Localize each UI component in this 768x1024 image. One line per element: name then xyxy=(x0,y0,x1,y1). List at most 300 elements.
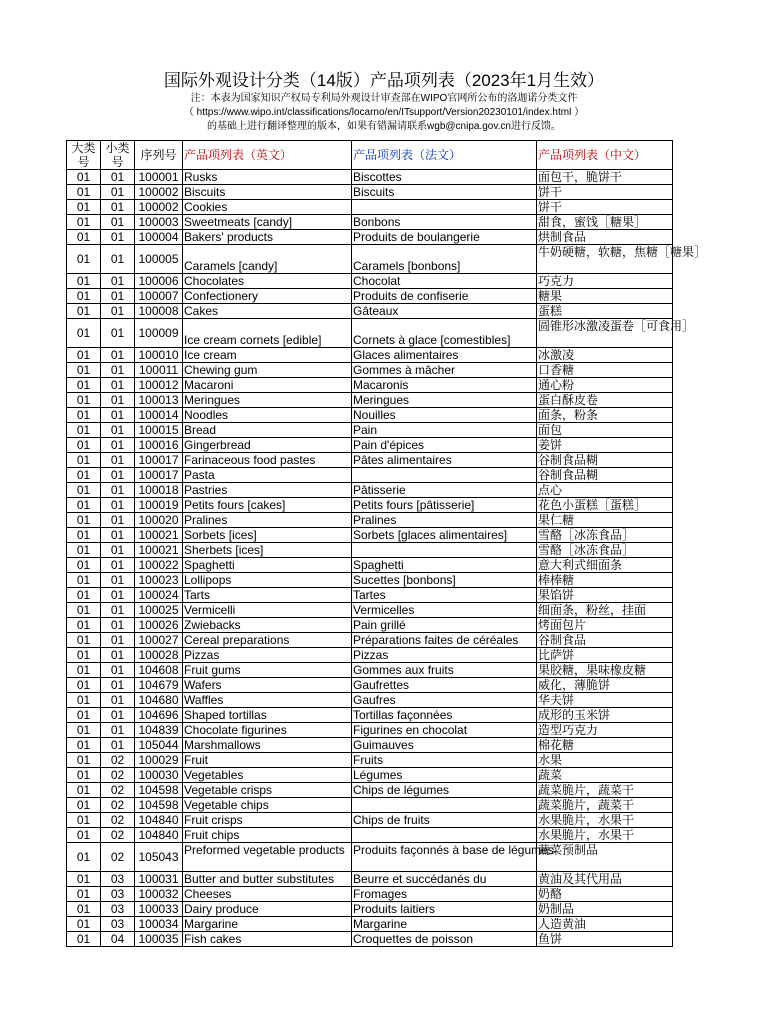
english-cell: Dairy produce xyxy=(183,902,352,917)
table-row xyxy=(67,230,673,245)
english-cell: Sweetmeats [candy] xyxy=(183,215,352,230)
french-cell: Croquettes de poisson xyxy=(352,932,537,947)
chinese-cell: 鱼饼 xyxy=(537,932,673,947)
subclass-cell: 03 xyxy=(101,902,135,917)
class-cell: 01 xyxy=(67,693,101,708)
chinese-cell: 口香糖 xyxy=(537,363,673,378)
class-cell: 01 xyxy=(67,573,101,588)
chinese-cell: 烤面包片 xyxy=(537,618,673,633)
class-cell: 01 xyxy=(67,558,101,573)
subclass-cell: 01 xyxy=(101,708,135,723)
serial-cell: 100001 xyxy=(135,170,183,185)
class-cell: 01 xyxy=(67,738,101,753)
french-cell: Glaces alimentaires xyxy=(352,348,537,363)
french-cell xyxy=(352,828,537,843)
table-row xyxy=(67,304,673,319)
french-cell: Pizzas xyxy=(352,648,537,663)
serial-cell: 100014 xyxy=(135,408,183,423)
subclass-cell: 01 xyxy=(101,573,135,588)
subclass-cell: 02 xyxy=(101,828,135,843)
chinese-cell: 黄油及其代用品 xyxy=(537,872,673,887)
serial-cell: 104839 xyxy=(135,723,183,738)
chinese-cell: 细面条，粉丝，挂面 xyxy=(537,603,673,618)
table-row xyxy=(67,245,673,274)
serial-cell: 104680 xyxy=(135,693,183,708)
french-cell: Gommes à mâcher xyxy=(352,363,537,378)
class-cell: 01 xyxy=(67,363,101,378)
serial-cell: 100032 xyxy=(135,887,183,902)
serial-cell: 100019 xyxy=(135,498,183,513)
class-cell: 01 xyxy=(67,304,101,319)
class-cell: 01 xyxy=(67,483,101,498)
french-cell: Légumes xyxy=(352,768,537,783)
chinese-cell: 果馅饼 xyxy=(537,588,673,603)
table-row xyxy=(67,678,673,693)
english-cell: Biscuits xyxy=(183,185,352,200)
french-cell: Tortillas façonnées xyxy=(352,708,537,723)
table-row xyxy=(67,588,673,603)
class-cell: 01 xyxy=(67,245,101,274)
french-cell: Bonbons xyxy=(352,215,537,230)
subclass-cell: 01 xyxy=(101,468,135,483)
chinese-cell: 牛奶硬糖，软糖，焦糖［糖果］ xyxy=(537,245,673,274)
chinese-cell: 蔬菜脆片，蔬菜干 xyxy=(537,798,673,813)
english-cell: Chocolate figurines xyxy=(183,723,352,738)
french-cell: Sucettes [bonbons] xyxy=(352,573,537,588)
class-cell: 01 xyxy=(67,828,101,843)
french-cell: Chocolat xyxy=(352,274,537,289)
table-row xyxy=(67,693,673,708)
english-cell: Ice cream cornets [edible] xyxy=(183,319,352,348)
serial-cell: 100005 xyxy=(135,245,183,274)
table-header-row xyxy=(67,141,673,170)
english-cell: Preformed vegetable products xyxy=(183,843,352,872)
serial-cell: 100017 xyxy=(135,468,183,483)
chinese-cell: 奶制品 xyxy=(537,902,673,917)
chinese-cell: 奶酪 xyxy=(537,887,673,902)
class-cell: 01 xyxy=(67,708,101,723)
serial-cell: 100002 xyxy=(135,185,183,200)
table-row xyxy=(67,932,673,947)
note-line-3: 的基础上进行翻译整理的版本，如果有错漏请联系wgb@cnipa.gov.cn进行反馈。 xyxy=(207,121,561,132)
subclass-cell: 01 xyxy=(101,738,135,753)
chinese-cell: 华夫饼 xyxy=(537,693,673,708)
serial-cell: 100015 xyxy=(135,423,183,438)
subclass-cell: 01 xyxy=(101,393,135,408)
english-cell: Wafers xyxy=(183,678,352,693)
subclass-cell: 01 xyxy=(101,363,135,378)
french-cell: Gommes aux fruits xyxy=(352,663,537,678)
subclass-cell: 01 xyxy=(101,678,135,693)
subclass-cell: 04 xyxy=(101,932,135,947)
english-cell: Vegetable crisps xyxy=(183,783,352,798)
subclass-cell: 02 xyxy=(101,768,135,783)
english-cell: Cereal preparations xyxy=(183,633,352,648)
chinese-cell: 甜食，蜜饯［糖果］ xyxy=(537,215,673,230)
table-row xyxy=(67,723,673,738)
english-cell: Pizzas xyxy=(183,648,352,663)
english-cell: Rusks xyxy=(183,170,352,185)
table-row xyxy=(67,813,673,828)
french-cell: Guimauves xyxy=(352,738,537,753)
class-cell: 01 xyxy=(67,618,101,633)
subclass-cell: 01 xyxy=(101,200,135,215)
serial-cell: 104598 xyxy=(135,783,183,798)
table-row xyxy=(67,917,673,932)
chinese-cell: 巧克力 xyxy=(537,274,673,289)
class-cell: 01 xyxy=(67,215,101,230)
serial-cell: 100007 xyxy=(135,289,183,304)
class-cell: 01 xyxy=(67,348,101,363)
chinese-cell: 面包干，脆饼干 xyxy=(537,170,673,185)
subclass-cell: 01 xyxy=(101,408,135,423)
serial-cell: 100024 xyxy=(135,588,183,603)
document-title: 国际外观设计分类（14版）产品项列表（2023年1月生效） xyxy=(163,71,605,90)
table-row xyxy=(67,185,673,200)
table-row xyxy=(67,573,673,588)
french-cell: Produits façonnés à base de légumes xyxy=(352,843,537,872)
english-cell: Sherbets [ices] xyxy=(183,543,352,558)
table-row xyxy=(67,603,673,618)
class-cell: 01 xyxy=(67,423,101,438)
subclass-cell: 01 xyxy=(101,378,135,393)
subclass-cell: 02 xyxy=(101,813,135,828)
french-cell: Pain d'épices xyxy=(352,438,537,453)
class-cell: 01 xyxy=(67,468,101,483)
table-row xyxy=(67,528,673,543)
french-cell: Fruits xyxy=(352,753,537,768)
class-cell: 01 xyxy=(67,200,101,215)
class-cell: 01 xyxy=(67,393,101,408)
chinese-cell: 水果脆片，水果干 xyxy=(537,813,673,828)
class-cell: 01 xyxy=(67,408,101,423)
chinese-cell: 果胶糖，果味橡皮糖 xyxy=(537,663,673,678)
english-cell: Vegetables xyxy=(183,768,352,783)
table-row xyxy=(67,633,673,648)
serial-cell: 104840 xyxy=(135,828,183,843)
table-row xyxy=(67,319,673,348)
french-cell: Pâtisserie xyxy=(352,483,537,498)
table-row xyxy=(67,648,673,663)
english-cell: Lollipops xyxy=(183,573,352,588)
serial-cell: 100033 xyxy=(135,902,183,917)
subclass-cell: 01 xyxy=(101,723,135,738)
french-cell xyxy=(352,200,537,215)
chinese-cell: 雪酪［冰冻食品］ xyxy=(537,528,673,543)
subclass-cell: 01 xyxy=(101,603,135,618)
subclass-cell: 01 xyxy=(101,693,135,708)
chinese-cell: 通心粉 xyxy=(537,378,673,393)
serial-cell: 100013 xyxy=(135,393,183,408)
table-row xyxy=(67,753,673,768)
french-cell: Vermicelles xyxy=(352,603,537,618)
subclass-cell: 01 xyxy=(101,423,135,438)
class-cell: 01 xyxy=(67,798,101,813)
chinese-cell: 造型巧克力 xyxy=(537,723,673,738)
english-cell: Fruit crisps xyxy=(183,813,352,828)
subclass-cell: 01 xyxy=(101,543,135,558)
french-cell: Gâteaux xyxy=(352,304,537,319)
serial-cell: 104598 xyxy=(135,798,183,813)
serial-cell: 100025 xyxy=(135,603,183,618)
serial-cell: 100010 xyxy=(135,348,183,363)
french-cell: Préparations faites de céréales xyxy=(352,633,537,648)
chinese-cell: 谷制食品 xyxy=(537,633,673,648)
french-cell: Pâtes alimentaires xyxy=(352,453,537,468)
french-cell xyxy=(352,468,537,483)
french-cell: Nouilles xyxy=(352,408,537,423)
table-row xyxy=(67,828,673,843)
french-cell: Figurines en chocolat xyxy=(352,723,537,738)
serial-cell: 104696 xyxy=(135,708,183,723)
table-row xyxy=(67,872,673,887)
subclass-cell: 02 xyxy=(101,798,135,813)
subclass-cell: 01 xyxy=(101,438,135,453)
subclass-cell: 01 xyxy=(101,483,135,498)
english-cell: Caramels [candy] xyxy=(183,245,352,274)
french-cell xyxy=(352,543,537,558)
chinese-cell: 点心 xyxy=(537,483,673,498)
chinese-cell: 饼干 xyxy=(537,200,673,215)
table-row xyxy=(67,438,673,453)
subclass-cell: 03 xyxy=(101,917,135,932)
table-row xyxy=(67,170,673,185)
english-cell: Cakes xyxy=(183,304,352,319)
class-cell: 01 xyxy=(67,528,101,543)
class-cell: 01 xyxy=(67,438,101,453)
table-row xyxy=(67,423,673,438)
chinese-cell: 冰激凌 xyxy=(537,348,673,363)
english-cell: Chewing gum xyxy=(183,363,352,378)
french-cell: Meringues xyxy=(352,393,537,408)
product-table xyxy=(66,140,707,947)
subclass-cell: 02 xyxy=(101,753,135,768)
chinese-cell: 雪酪［冰冻食品］ xyxy=(537,543,673,558)
table-row xyxy=(67,663,673,678)
english-cell: Noodles xyxy=(183,408,352,423)
english-cell: Macaroni xyxy=(183,378,352,393)
serial-cell: 100017 xyxy=(135,453,183,468)
table-row xyxy=(67,363,673,378)
chinese-cell: 蛋糕 xyxy=(537,304,673,319)
serial-cell: 100004 xyxy=(135,230,183,245)
english-cell: Vermicelli xyxy=(183,603,352,618)
chinese-cell: 花色小蛋糕［蛋糕］ xyxy=(537,498,673,513)
french-cell: Margarine xyxy=(352,917,537,932)
english-cell: Cookies xyxy=(183,200,352,215)
english-cell: Bread xyxy=(183,423,352,438)
class-cell: 01 xyxy=(67,453,101,468)
serial-cell: 100020 xyxy=(135,513,183,528)
french-cell: Chips de légumes xyxy=(352,783,537,798)
english-cell: Petits fours [cakes] xyxy=(183,498,352,513)
french-cell: Biscuits xyxy=(352,185,537,200)
english-cell: Fruit xyxy=(183,753,352,768)
serial-cell: 104679 xyxy=(135,678,183,693)
chinese-cell: 蔬菜 xyxy=(537,768,673,783)
english-cell: Tarts xyxy=(183,588,352,603)
serial-cell: 104608 xyxy=(135,663,183,678)
class-cell: 01 xyxy=(67,917,101,932)
subclass-cell: 01 xyxy=(101,319,135,348)
table-row xyxy=(67,215,673,230)
serial-cell: 100012 xyxy=(135,378,183,393)
serial-cell: 100035 xyxy=(135,932,183,947)
english-cell: Bakers' products xyxy=(183,230,352,245)
english-cell: Marshmallows xyxy=(183,738,352,753)
class-cell: 01 xyxy=(67,887,101,902)
chinese-cell: 谷制食品糊 xyxy=(537,468,673,483)
table-row xyxy=(67,768,673,783)
header-serial-number: 序列号 xyxy=(135,141,183,170)
english-cell: Meringues xyxy=(183,393,352,408)
french-cell: Produits de confiserie xyxy=(352,289,537,304)
english-cell: Sorbets [ices] xyxy=(183,528,352,543)
subclass-cell: 01 xyxy=(101,274,135,289)
table-row xyxy=(67,543,673,558)
english-cell: Pasta xyxy=(183,468,352,483)
serial-cell: 100030 xyxy=(135,768,183,783)
serial-cell: 100026 xyxy=(135,618,183,633)
english-cell: Ice cream xyxy=(183,348,352,363)
french-cell: Pain xyxy=(352,423,537,438)
french-cell: Sorbets [glaces alimentaires] xyxy=(352,528,537,543)
subclass-cell: 01 xyxy=(101,348,135,363)
chinese-cell: 蔬菜预制品 xyxy=(537,843,673,872)
table-row xyxy=(67,348,673,363)
class-cell: 01 xyxy=(67,588,101,603)
class-cell: 01 xyxy=(67,783,101,798)
chinese-cell: 蛋白酥皮卷 xyxy=(537,393,673,408)
serial-cell: 105044 xyxy=(135,738,183,753)
serial-cell: 105043 xyxy=(135,843,183,872)
header-french-list: 产品项列表（法文） xyxy=(352,141,537,170)
serial-cell: 100008 xyxy=(135,304,183,319)
table-row xyxy=(67,558,673,573)
table-row xyxy=(67,708,673,723)
serial-cell: 104840 xyxy=(135,813,183,828)
english-cell: Fruit gums xyxy=(183,663,352,678)
french-cell: Fromages xyxy=(352,887,537,902)
table-row xyxy=(67,618,673,633)
class-cell: 01 xyxy=(67,648,101,663)
french-cell: Chips de fruits xyxy=(352,813,537,828)
serial-cell: 100002 xyxy=(135,200,183,215)
serial-cell: 100018 xyxy=(135,483,183,498)
french-cell: Caramels [bonbons] xyxy=(352,245,537,274)
subclass-cell: 01 xyxy=(101,633,135,648)
serial-cell: 100034 xyxy=(135,917,183,932)
class-cell: 01 xyxy=(67,872,101,887)
class-cell: 01 xyxy=(67,813,101,828)
subclass-cell: 03 xyxy=(101,887,135,902)
serial-cell: 100028 xyxy=(135,648,183,663)
table-row xyxy=(67,289,673,304)
chinese-cell: 比萨饼 xyxy=(537,648,673,663)
header-subclass-number: 小类号 xyxy=(101,141,135,170)
table-row xyxy=(67,393,673,408)
subclass-cell: 01 xyxy=(101,289,135,304)
chinese-cell: 蔬菜脆片，蔬菜干 xyxy=(537,783,673,798)
chinese-cell: 姜饼 xyxy=(537,438,673,453)
class-cell: 01 xyxy=(67,319,101,348)
class-cell: 01 xyxy=(67,663,101,678)
class-cell: 01 xyxy=(67,378,101,393)
english-cell: Margarine xyxy=(183,917,352,932)
french-cell: Petits fours [pâtisserie] xyxy=(352,498,537,513)
header-class-number: 大类号 xyxy=(67,141,101,170)
serial-cell: 100022 xyxy=(135,558,183,573)
table-row xyxy=(67,902,673,917)
english-cell: Fish cakes xyxy=(183,932,352,947)
subclass-cell: 01 xyxy=(101,558,135,573)
subclass-cell: 01 xyxy=(101,185,135,200)
serial-cell: 100027 xyxy=(135,633,183,648)
class-cell: 01 xyxy=(67,753,101,768)
english-cell: Pastries xyxy=(183,483,352,498)
table-row xyxy=(67,513,673,528)
note-line-1: 注：本表为国家知识产权局专利局外观设计审查部在WIPO官网所公布的洛迦诺分类文件 xyxy=(190,93,578,104)
chinese-cell: 谷制食品糊 xyxy=(537,453,673,468)
serial-cell: 100029 xyxy=(135,753,183,768)
chinese-cell: 人造黄油 xyxy=(537,917,673,932)
class-cell: 01 xyxy=(67,498,101,513)
table-row xyxy=(67,738,673,753)
chinese-cell: 糖果 xyxy=(537,289,673,304)
table-row xyxy=(67,783,673,798)
subclass-cell: 01 xyxy=(101,170,135,185)
serial-cell: 100021 xyxy=(135,543,183,558)
class-cell: 01 xyxy=(67,843,101,872)
serial-cell: 100006 xyxy=(135,274,183,289)
english-cell: Chocolates xyxy=(183,274,352,289)
class-cell: 01 xyxy=(67,678,101,693)
english-cell: Pralines xyxy=(183,513,352,528)
chinese-cell: 意大利式细面条 xyxy=(537,558,673,573)
subclass-cell: 03 xyxy=(101,872,135,887)
class-cell: 01 xyxy=(67,185,101,200)
english-cell: Farinaceous food pastes xyxy=(183,453,352,468)
table-row xyxy=(67,408,673,423)
serial-cell: 100016 xyxy=(135,438,183,453)
serial-cell: 100021 xyxy=(135,528,183,543)
class-cell: 01 xyxy=(67,274,101,289)
serial-cell: 100009 xyxy=(135,319,183,348)
header-english-list: 产品项列表（英文） xyxy=(183,141,352,170)
french-cell: Biscottes xyxy=(352,170,537,185)
subclass-cell: 01 xyxy=(101,304,135,319)
subclass-cell: 01 xyxy=(101,215,135,230)
french-cell: Cornets à glace [comestibles] xyxy=(352,319,537,348)
note-line-2: （ https://www.wipo.int/classifications/locarno/en/ITsupport/Version20230101/index.html ） xyxy=(183,107,585,118)
chinese-cell: 面条，粉条 xyxy=(537,408,673,423)
french-cell xyxy=(352,798,537,813)
table-row xyxy=(67,378,673,393)
serial-cell: 100011 xyxy=(135,363,183,378)
french-cell: Tartes xyxy=(352,588,537,603)
subclass-cell: 01 xyxy=(101,498,135,513)
header-chinese-list: 产品项列表（中文） xyxy=(537,141,673,170)
french-cell: Gaufrettes xyxy=(352,678,537,693)
table-row xyxy=(67,798,673,813)
subclass-cell: 01 xyxy=(101,648,135,663)
class-cell: 01 xyxy=(67,513,101,528)
english-cell: Butter and butter substitutes xyxy=(183,872,352,887)
subclass-cell: 01 xyxy=(101,230,135,245)
serial-cell: 100031 xyxy=(135,872,183,887)
class-cell: 01 xyxy=(67,768,101,783)
subclass-cell: 02 xyxy=(101,783,135,798)
